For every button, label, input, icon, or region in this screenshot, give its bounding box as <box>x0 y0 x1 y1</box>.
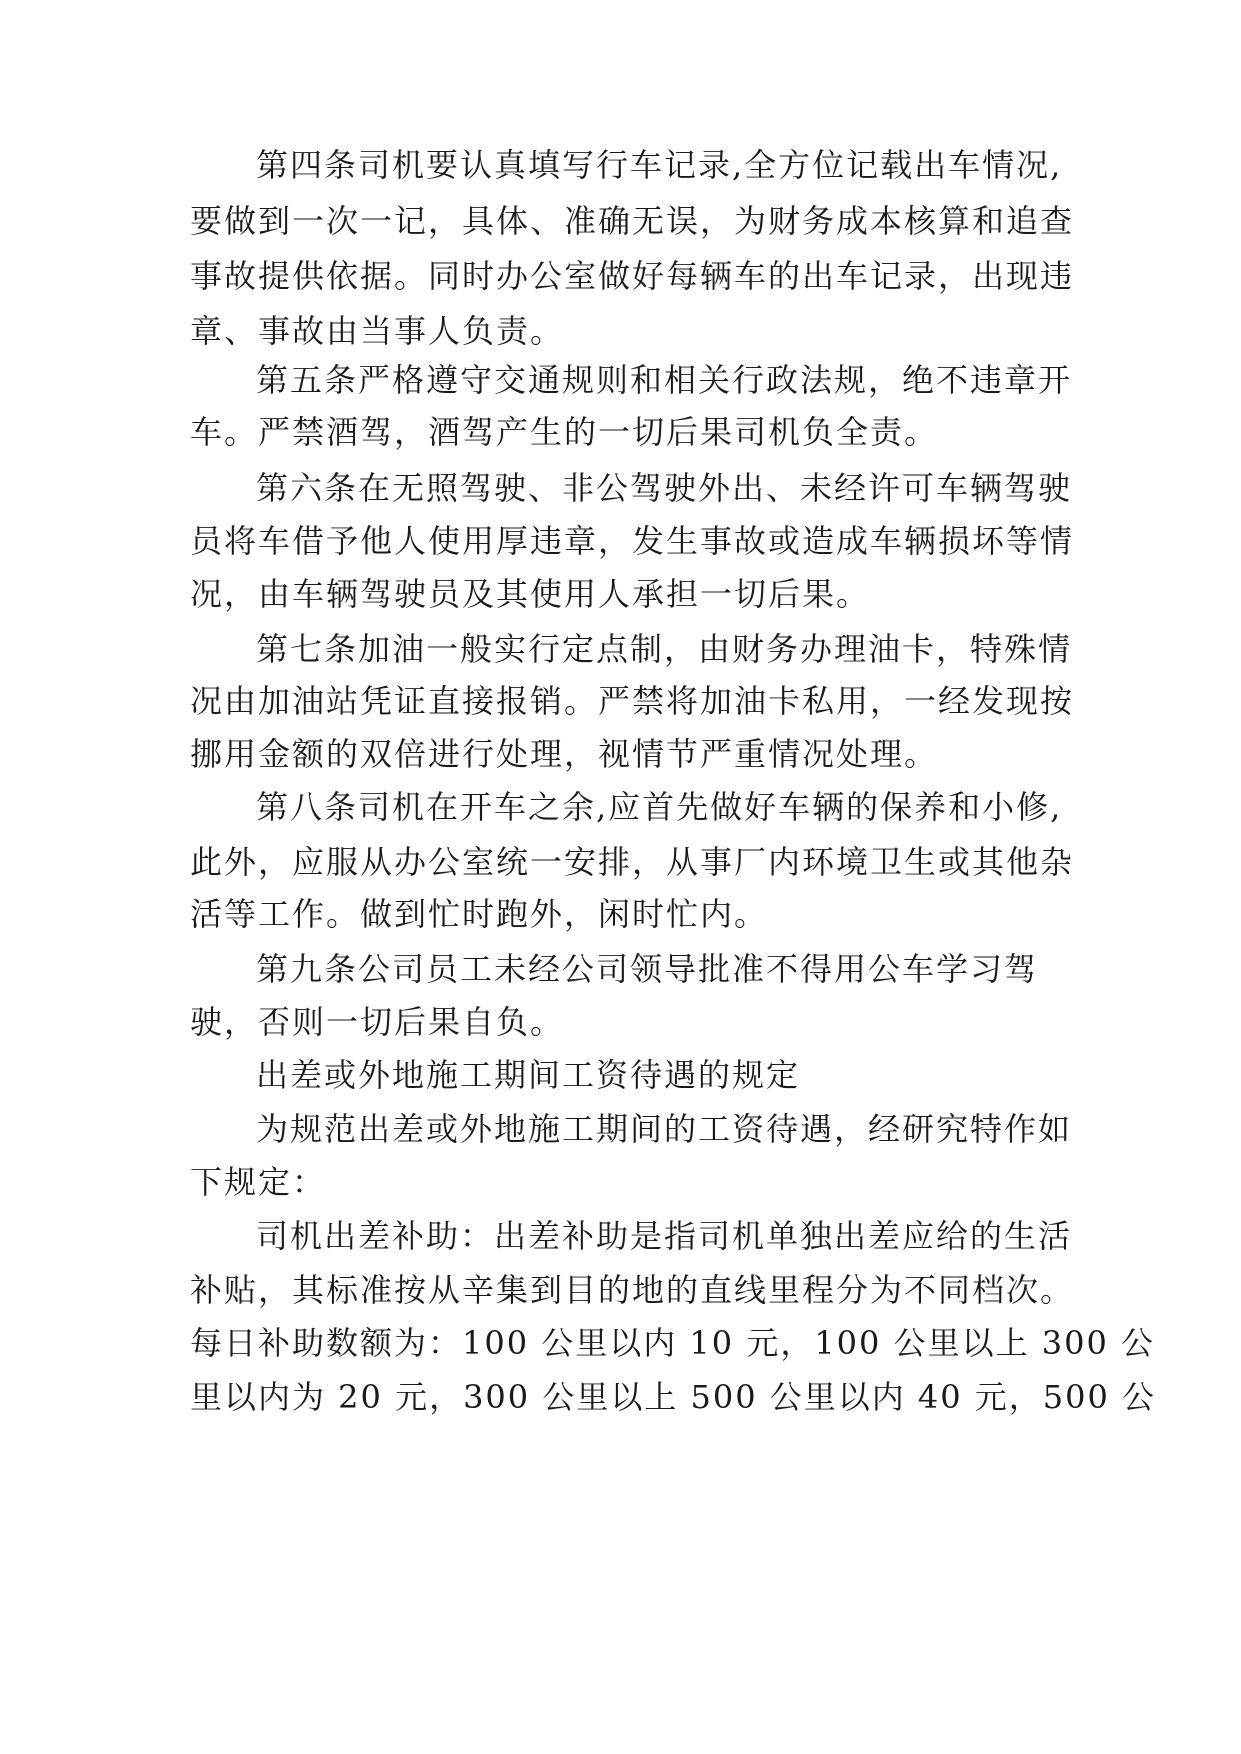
text-line: 第四条司机要认真填写行车记录,全方位记载出车情况, <box>256 146 1063 184</box>
text-line: 况由加油站凭证直接报销。严禁将加油卡私用，一经发现按 <box>190 682 1075 720</box>
section-heading: 出差或外地施工期间工资待遇的规定 <box>256 1056 801 1094</box>
text-line: 里以内为 20 元，300 公里以上 500 公里以内 40 元，500 公 <box>190 1378 1157 1416</box>
text-line: 事故提供依据。同时办公室做好每辆车的出车记录，出现违 <box>190 257 1075 295</box>
text-line: 第八条司机在开车之余,应首先做好车辆的保养和小修, <box>256 788 1063 826</box>
text-line: 要做到一次一记，具体、准确无误，为财务成本核算和追查 <box>190 202 1075 240</box>
text-line: 挪用金额的双倍进行处理，视情节严重情况处理。 <box>190 735 939 773</box>
text-line: 司机出差补助：出差补助是指司机单独出差应给的生活 <box>256 1217 1073 1255</box>
text-line: 章、事故由当事人负责。 <box>190 312 565 350</box>
text-line: 活等工作。做到忙时跑外，闲时忙内。 <box>190 895 769 933</box>
text-line: 下规定： <box>190 1163 327 1201</box>
text-line: 第五条严格遵守交通规则和相关行政法规，绝不违章开 <box>256 361 1073 399</box>
text-line: 况，由车辆驾驶员及其使用人承担一切后果。 <box>190 575 871 613</box>
text-line: 第七条加油一般实行定点制，由财务办理油卡，特殊情 <box>256 630 1073 668</box>
text-line: 此外，应服从办公室统一安排，从事厂内环境卫生或其他杂 <box>190 843 1075 881</box>
text-line: 补贴，其标准按从辛集到目的地的直线里程分为不同档次。 <box>190 1271 1075 1309</box>
text-line: 为规范出差或外地施工期间的工资待遇，经研究特作如 <box>256 1110 1073 1148</box>
text-line: 每日补助数额为：100 公里以内 10 元，100 公里以上 300 公 <box>190 1324 1155 1362</box>
text-line: 第九条公司员工未经公司领导批准不得用公车学习驾 <box>256 950 1039 988</box>
text-line: 员将车借予他人使用厚违章，发生事故或造成车辆损坏等情 <box>190 522 1075 560</box>
text-line: 驶，否则一切后果自负。 <box>190 1003 565 1041</box>
text-line: 车。严禁酒驾，酒驾产生的一切后果司机负全责。 <box>190 413 939 451</box>
text-line: 第六条在无照驾驶、非公驾驶外出、未经许可车辆驾驶 <box>256 469 1073 507</box>
